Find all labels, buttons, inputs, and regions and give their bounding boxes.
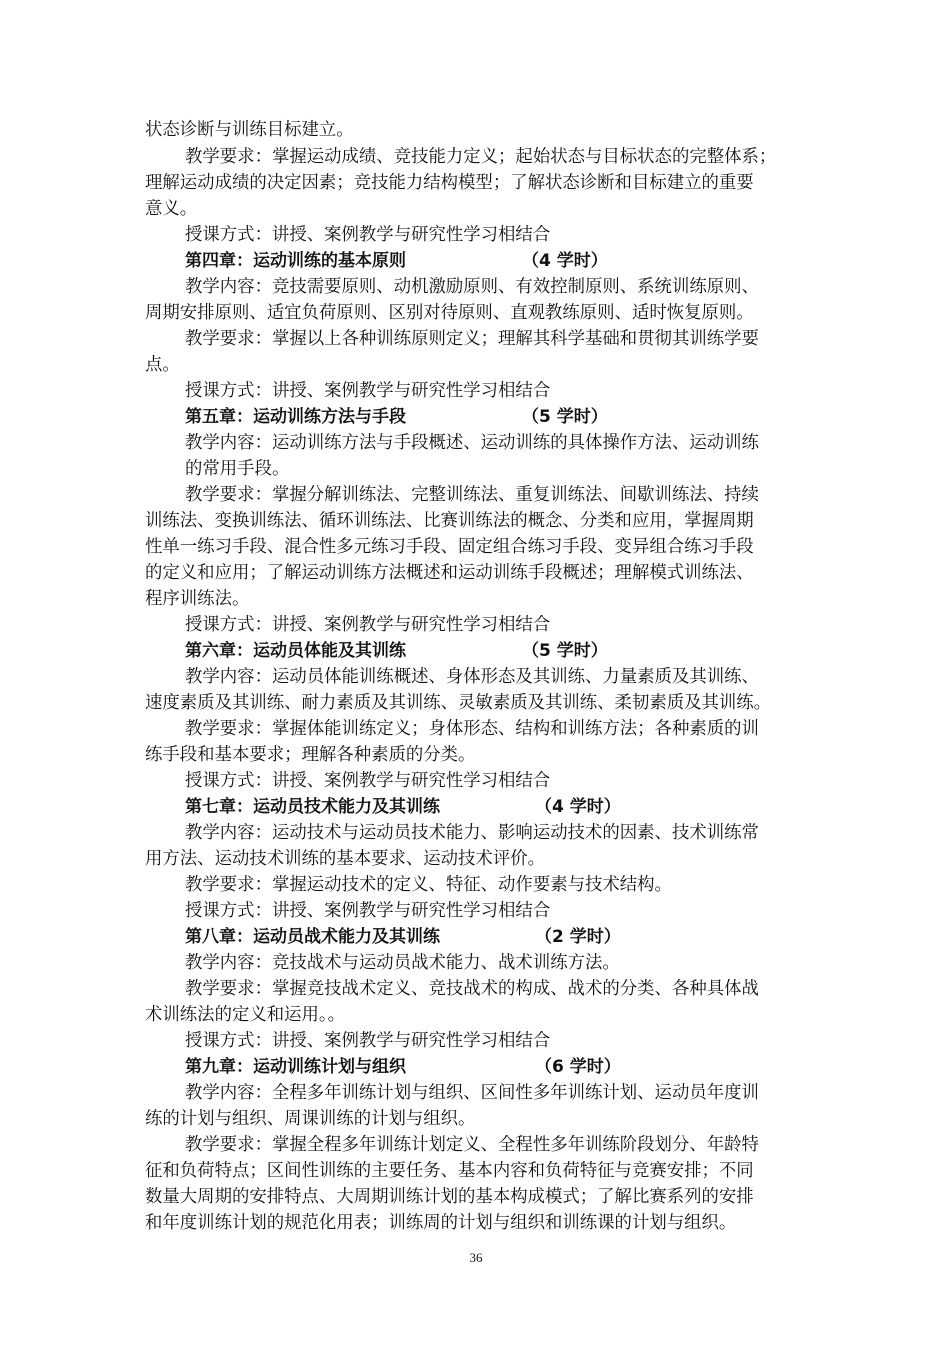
intro-text-line: 状态诊断与训练目标建立。 [145, 120, 354, 140]
chapter-4-content-line: 教学内容：竞技需要原则、动机激励原则、有效控制原则、系统训练原则、 [185, 277, 759, 297]
chapter-7-content-line: 用方法、运动技术训练的基本要求、运动技术评价。 [145, 849, 545, 869]
chapter-9-hours: （6 学时） [535, 1057, 621, 1077]
chapter-6-title: 第六章：运动员体能及其训练 [185, 641, 406, 661]
chapter-6-content-line: 速度素质及其训练、耐力素质及其训练、灵敏素质及其训练、柔韧素质及其训练。 [145, 693, 772, 713]
chapter-8-hours: （2 学时） [535, 927, 621, 947]
chapter-5-requirement-line: 的定义和应用；了解运动训练方法概述和运动训练手段概述；理解模式训练法、 [145, 563, 754, 583]
chapter-5-hours: （5 学时） [522, 407, 608, 427]
chapter-4-hours: （4 学时） [522, 251, 608, 271]
chapter-4-requirement-line: 教学要求：掌握以上各种训练原则定义；理解其科学基础和贯彻其训练学要 [185, 329, 759, 349]
chapter-8-requirement-line: 教学要求：掌握竞技战术定义、竞技战术的构成、战术的分类、各种具体战 [185, 979, 759, 999]
chapter-5-requirement-line: 训练法、变换训练法、循环训练法、比赛训练法的概念、分类和应用，掌握周期 [145, 511, 754, 531]
chapter-5-title: 第五章：运动训练方法与手段 [185, 407, 406, 427]
intro-requirement-line: 教学要求：掌握运动成绩、竞技能力定义；起始状态与目标状态的完整体系； [185, 147, 777, 167]
chapter-8-requirement-line: 术训练法的定义和运用。。 [145, 1005, 345, 1025]
chapter-7-hours: （4 学时） [535, 797, 621, 817]
chapter-9-requirement-line: 征和负荷特点；区间性训练的主要任务、基本内容和负荷特征与竞赛安排；不同 [145, 1161, 754, 1181]
chapter-8-title: 第八章：运动员战术能力及其训练 [185, 927, 440, 947]
chapter-7-teaching-method: 授课方式：讲授、案例教学与研究性学习相结合 [185, 901, 551, 921]
intro-requirement-line: 意义。 [145, 199, 198, 219]
page-number: 36 [469, 1250, 483, 1265]
intro-requirement-line: 理解运动成绩的决定因素；竞技能力结构模型；了解状态诊断和目标建立的重要 [145, 173, 754, 193]
chapter-5-requirement-line: 性单一练习手段、混合性多元练习手段、固定组合练习手段、变异组合练习手段 [145, 537, 754, 557]
chapter-9-content-line: 练的计划与组织、周课训练的计划与组织。 [145, 1109, 476, 1129]
chapter-7-content-line: 教学内容：运动技术与运动员技术能力、影响运动技术的因素、技术训练常 [185, 823, 759, 843]
chapter-8-teaching-method: 授课方式：讲授、案例教学与研究性学习相结合 [185, 1031, 551, 1051]
chapter-6-content-line: 教学内容：运动员体能训练概述、身体形态及其训练、力量素质及其训练、 [185, 667, 759, 687]
chapter-6-teaching-method: 授课方式：讲授、案例教学与研究性学习相结合 [185, 771, 551, 791]
chapter-5-content-line: 的常用手段。 [185, 459, 290, 479]
chapter-7-requirement-line: 教学要求：掌握运动技术的定义、特征、动作要素与技术结构。 [185, 875, 672, 895]
chapter-6-requirement-line: 教学要求：掌握体能训练定义；身体形态、结构和训练方法；各种素质的训 [185, 719, 759, 739]
chapter-6-requirement-line: 练手段和基本要求；理解各种素质的分类。 [145, 745, 476, 765]
chapter-9-requirement-line: 教学要求：掌握全程多年训练计划定义、全程性多年训练阶段划分、年龄特 [185, 1135, 759, 1155]
chapter-6-hours: （5 学时） [522, 641, 608, 661]
chapter-5-requirement-line: 教学要求：掌握分解训练法、完整训练法、重复训练法、间歇训练法、持续 [185, 485, 759, 505]
intro-teaching-method: 授课方式：讲授、案例教学与研究性学习相结合 [185, 225, 551, 245]
chapter-7-title: 第七章：运动员技术能力及其训练 [185, 797, 440, 817]
chapter-8-content-line: 教学内容：竞技战术与运动员战术能力、战术训练方法。 [185, 953, 620, 973]
chapter-9-requirement-line: 数量大周期的安排特点、大周期训练计划的基本构成模式；了解比赛系列的安排 [145, 1187, 754, 1207]
chapter-9-content-line: 教学内容：全程多年训练计划与组织、区间性多年训练计划、运动员年度训 [185, 1083, 759, 1103]
chapter-5-content-line: 教学内容：运动训练方法与手段概述、运动训练的具体操作方法、运动训练 [185, 433, 759, 453]
chapter-5-requirement-line: 程序训练法。 [145, 589, 250, 609]
chapter-4-teaching-method: 授课方式：讲授、案例教学与研究性学习相结合 [185, 381, 551, 401]
chapter-5-teaching-method: 授课方式：讲授、案例教学与研究性学习相结合 [185, 615, 551, 635]
chapter-9-requirement-line: 和年度训练计划的规范化用表；训练周的计划与组织和训练课的计划与组织。 [145, 1213, 737, 1233]
chapter-4-title: 第四章：运动训练的基本原则 [185, 251, 406, 271]
chapter-4-content-line: 周期安排原则、适宜负荷原则、区别对待原则、直观教练原则、适时恢复原则。 [145, 303, 754, 323]
chapter-4-requirement-line: 点。 [145, 355, 180, 375]
chapter-9-title: 第九章：运动训练计划与组织 [185, 1057, 406, 1077]
